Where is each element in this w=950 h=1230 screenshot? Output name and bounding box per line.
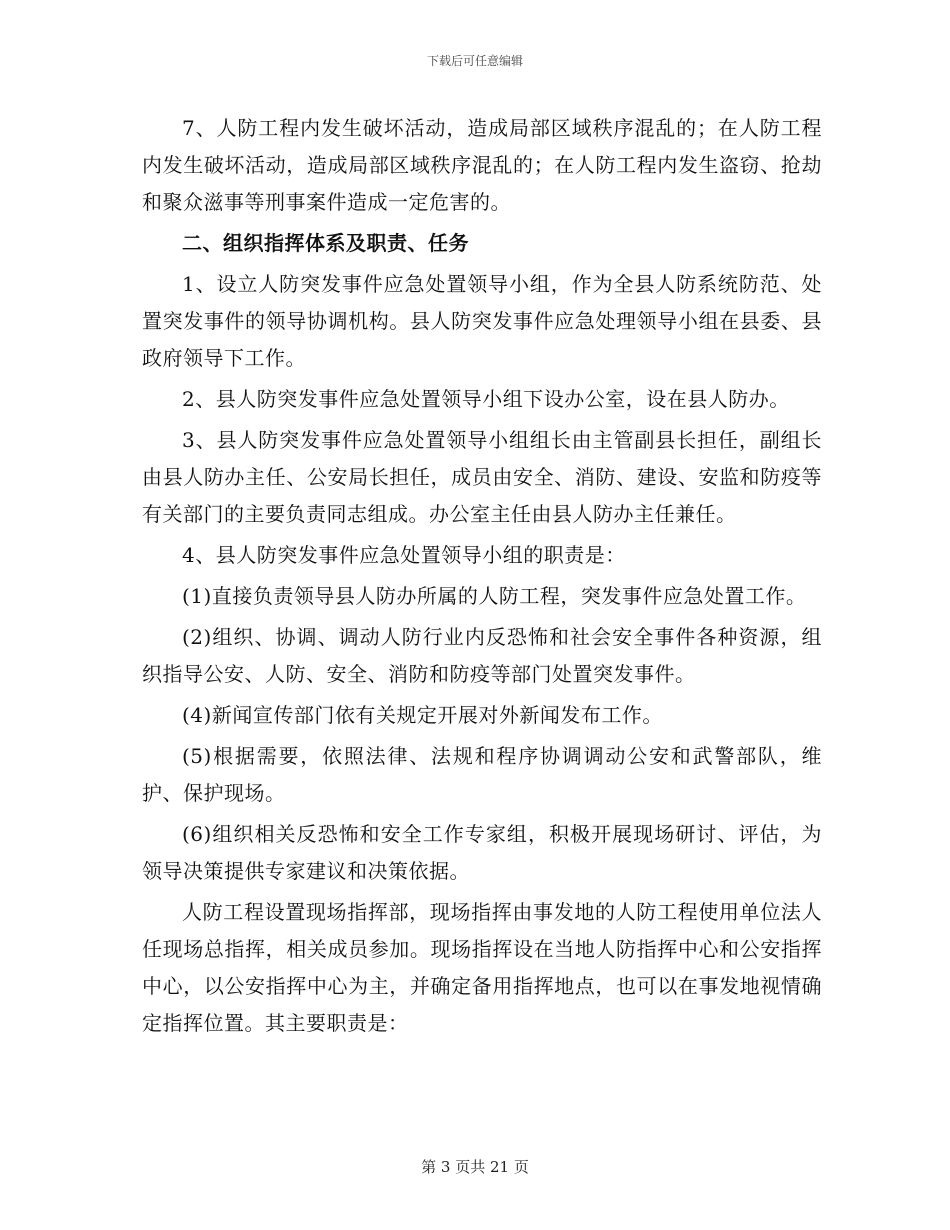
paragraph-duty-5: (5)根据需要，依照法律、法规和程序协调调动公安和武警部队，维护、保护现场。 <box>142 744 822 805</box>
paragraph-duty-6: (6)组织相关反恐怖和安全工作专家组，积极开展现场研讨、评估，为领导决策提供专家建议和决策依据。 <box>142 822 822 883</box>
paragraph-item-2: 2、县人防突发事件应急处置领导小组下设办公室，设在县人防办。 <box>182 387 790 411</box>
paragraph-duty-1: (1)直接负责领导县人防办所属的人防工程，突发事件应急处置工作。 <box>182 584 807 608</box>
paragraph-duty-4: (4)新闻宣传部门依有关规定开展对外新闻发布工作。 <box>182 703 663 727</box>
paragraph-item-3: 3、县人防突发事件应急处置领导小组组长由主管副县长担任，副组长由县人防办主任、公安局长担任，成员由安全、消防、建设、安监和防疫等有关部门的主要负责同志组成。办公室主任由县人防办主任兼任。 <box>142 428 822 526</box>
page-number: 第 3 页共 21 页 <box>421 1158 529 1176</box>
paragraph-field-command: 人防工程设置现场指挥部，现场指挥由事发地的人防工程使用单位法人任现场总指挥，相关成员参加。现场指挥设在当地人防指挥中心和公安指挥中心，以公安指挥中心为主，并确定备用指挥地点，也可以在事发地视情确定指挥位置。其主要职责是： <box>142 900 822 1035</box>
document-body <box>142 110 822 1046</box>
paragraph-duty-2: (2)组织、协调、调动人防行业内反恐怖和社会安全事件各种资源，组织指导公安、人防、安全、消防和防疫等部门处置突发事件。 <box>142 625 822 686</box>
section-heading: 二、组织指挥体系及职责、任务 <box>182 231 469 255</box>
page-header: 下载后可任意编辑 <box>426 54 523 68</box>
paragraph-item-1: 1、设立人防突发事件应急处置领导小组，作为全县人防系统防范、处置突发事件的领导协调机构。县人防突发事件应急处理领导小组在县委、县政府领导下工作。 <box>142 272 822 370</box>
paragraph-item-4: 4、县人防突发事件应急处置领导小组的职责是： <box>182 543 626 567</box>
paragraph-item-7: 7、人防工程内发生破坏活动，造成局部区域秩序混乱的；在人防工程内发生破坏活动，造成局部区域秩序混乱的；在人防工程内发生盗窃、抢劫和聚众滋事等刑事案件造成一定危害的。 <box>142 116 822 214</box>
